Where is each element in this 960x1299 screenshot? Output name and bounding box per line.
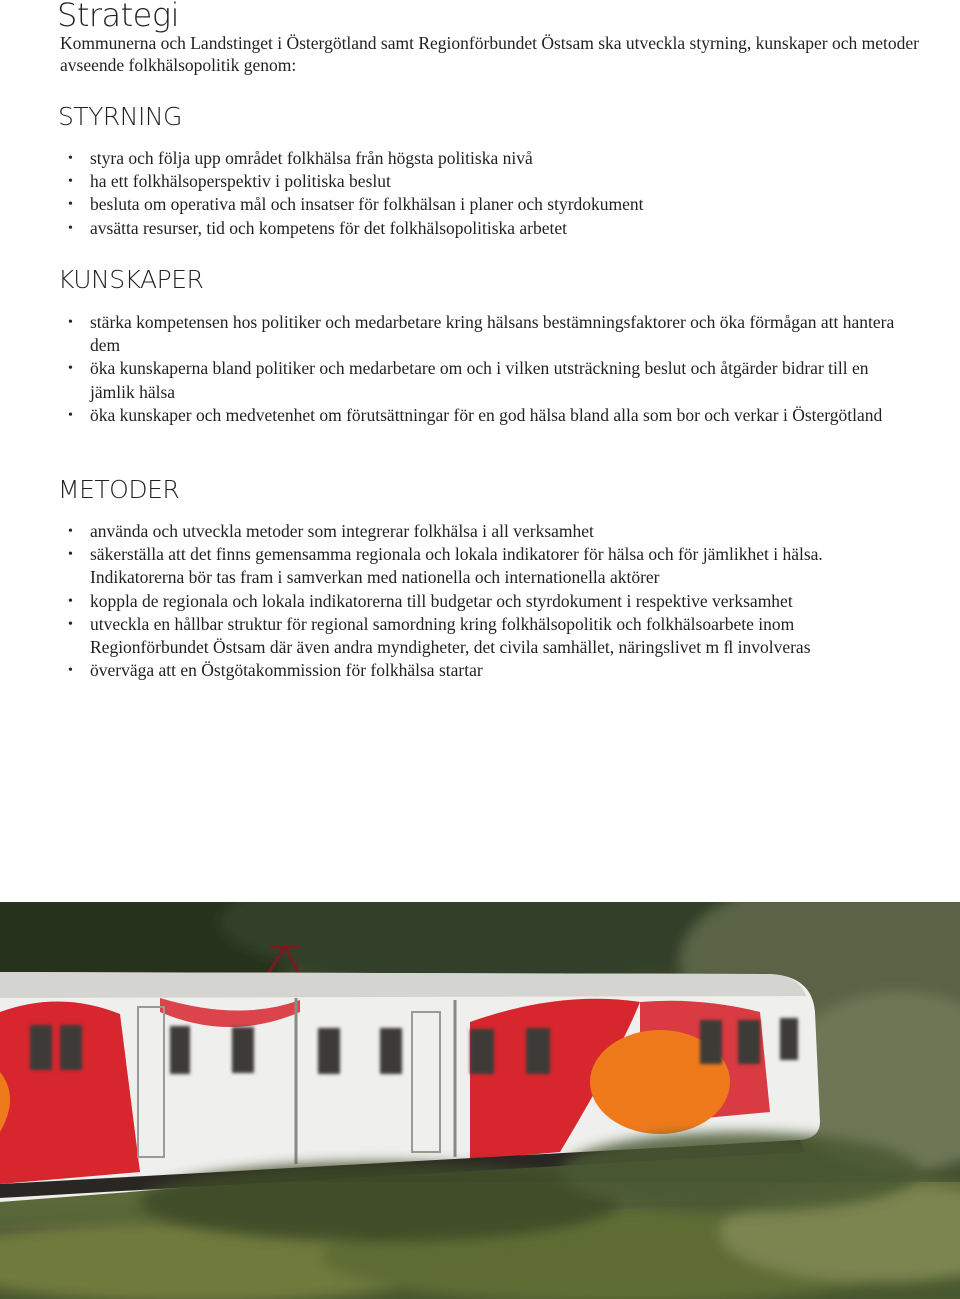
metoder-list xyxy=(0,520,910,682)
bullet-icon: • xyxy=(68,593,73,609)
page-title: Strategi xyxy=(57,0,179,34)
list-item: • överväga att en Östgötakommission för folkhälsa startar xyxy=(0,659,910,682)
bullet-icon: • xyxy=(68,315,73,330)
list-item: • koppla de regionala och lokala indikatorerna till budgetar och styrdokument i respektive verksamhet xyxy=(0,590,910,613)
list-item: • besluta om operativa mål och insatser för folkhälsan i planer och styrdokument xyxy=(0,193,910,216)
list-item: • stärka kompetensen hos politiker och medarbetare kring hälsans bestämningsfaktorer och öka förmågan att hantera dem xyxy=(68,312,895,356)
bullet-icon: • xyxy=(68,361,73,377)
kunskaper-list xyxy=(0,311,910,427)
styrning-list xyxy=(0,147,910,240)
list-item: • säkerställa att det finns gemensamma regionala och lokala indikatorer för hälsa och för jämlikhet i hälsa. Indikatorerna bör tas fram i samverkan med nationella och internationella aktörer xyxy=(68,544,823,588)
list-item: • utveckla en hållbar struktur för regional samordning kring folkhälsopolitik och folkhälsoarbete inom Regionförbundet Östsam där även andra myndigheter, det civila samhället, näringslivet m ﬂ involveras xyxy=(68,613,811,658)
list-item: • avsätta resurser, tid och kompetens för det folkhälsopolitiska arbetet xyxy=(0,217,910,240)
bullet-icon: • xyxy=(68,616,73,632)
intro-paragraph: Kommunerna och Landstinget i Östergötland samt Regionförbundet Östsam ska utveckla styrning, kunskaper och metoder avseende folkhälsopolitik genom: xyxy=(60,33,919,75)
bullet-icon: • xyxy=(68,663,73,679)
bullet-icon: • xyxy=(68,407,73,423)
list-item: • öka kunskaper och medvetenhet om förutsättningar för en god hälsa bland alla som bor och verkar i Östergötland xyxy=(0,404,910,427)
bullet-icon: • xyxy=(68,174,73,190)
bullet-icon: • xyxy=(68,547,73,563)
section-heading-styrning: STYRNING xyxy=(58,102,182,131)
section-heading-metoder: METODER xyxy=(58,475,180,504)
bullet-icon: • xyxy=(68,524,73,539)
train-photo xyxy=(0,902,960,1299)
list-item: • ha ett folkhälsoperspektiv i politiska beslut xyxy=(0,170,910,193)
bullet-icon: • xyxy=(68,151,73,166)
bullet-icon: • xyxy=(68,220,73,236)
list-item: • styra och följa upp området folkhälsa från högsta politiska nivå xyxy=(0,147,910,170)
train-illustration xyxy=(0,902,960,1299)
section-heading-kunskaper: KUNSKAPER xyxy=(58,265,204,294)
list-item: • öka kunskaperna bland politiker och medarbetare om och i vilken utsträckning beslut och åtgärder bidrar till en jämlik hälsa xyxy=(68,358,869,402)
list-item: • använda och utveckla metoder som integrerar folkhälsa i all verksamhet xyxy=(0,520,910,543)
bullet-icon: • xyxy=(68,197,73,213)
